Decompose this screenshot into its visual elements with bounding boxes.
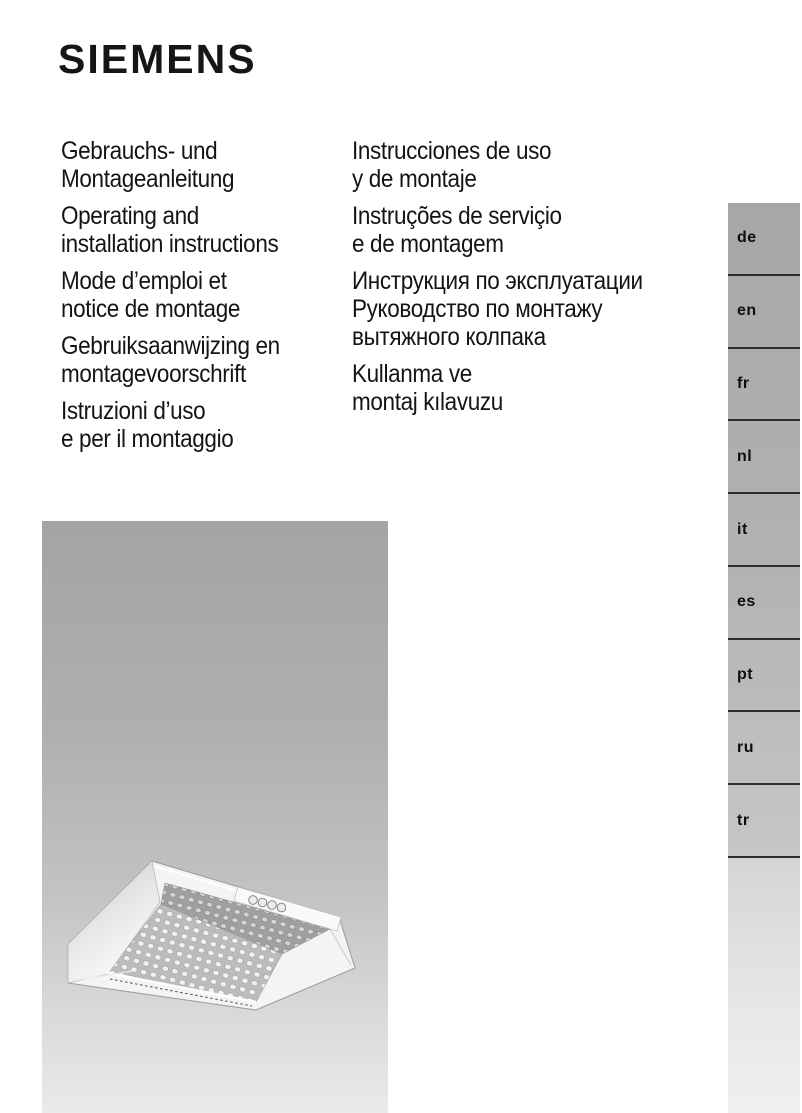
title-block-ru xyxy=(352,267,643,351)
title-line: Mode d’emploi et xyxy=(61,267,227,295)
language-tab-nl[interactable] xyxy=(728,421,800,494)
language-tab-pt[interactable] xyxy=(728,640,800,713)
language-tabs xyxy=(728,203,800,858)
tab-label: en xyxy=(737,302,757,320)
language-tab-it[interactable] xyxy=(728,494,800,567)
language-tab-fr[interactable] xyxy=(728,349,800,422)
title-block-de xyxy=(61,137,280,193)
title-block-es xyxy=(352,137,643,193)
title-line: montaj kılavuzu xyxy=(352,388,503,416)
title-line: Руководство по монтажу xyxy=(352,295,603,323)
title-block-pt xyxy=(352,202,643,258)
language-tab-de[interactable] xyxy=(728,203,800,276)
tab-label: ru xyxy=(737,738,754,756)
title-block-it xyxy=(61,397,280,453)
title-line: notice de montage xyxy=(61,295,241,323)
title-line: installation instructions xyxy=(61,230,279,258)
language-tab-tr[interactable] xyxy=(728,785,800,858)
title-block-en xyxy=(61,202,280,258)
product-photo xyxy=(42,521,388,1113)
tab-label: it xyxy=(737,520,748,538)
language-tab-en[interactable] xyxy=(728,276,800,349)
title-column-right xyxy=(352,137,643,425)
title-line: montagevoorschrift xyxy=(61,360,246,388)
title-line: Kullanma ve xyxy=(352,360,472,388)
title-line: Instrucciones de uso xyxy=(352,137,552,165)
title-column-left xyxy=(61,137,280,462)
tab-label: fr xyxy=(737,374,750,392)
title-line: Operating and xyxy=(61,202,199,230)
tab-label: tr xyxy=(737,811,750,829)
tab-label: pt xyxy=(737,666,754,684)
title-line: Gebrauchs- und xyxy=(61,137,218,165)
cooker-hood-illustration xyxy=(42,521,388,1113)
language-tab-strip xyxy=(728,203,800,1113)
siemens-logo: SIEMENS xyxy=(58,36,257,82)
title-line: Gebruiksaanwijzing en xyxy=(61,332,280,360)
title-line: Montageanleitung xyxy=(61,165,235,193)
title-block-fr xyxy=(61,267,280,323)
tab-label: nl xyxy=(737,447,753,465)
title-line: y de montaje xyxy=(352,165,477,193)
title-block-nl xyxy=(61,332,280,388)
title-line: Instruções de serviçio xyxy=(352,202,562,230)
title-line: вытяжного колпака xyxy=(352,323,546,351)
title-line: Инструкция по эксплуатации xyxy=(352,267,643,295)
tab-label: es xyxy=(737,593,756,611)
tab-strip-filler xyxy=(728,858,800,1113)
tab-label: de xyxy=(737,229,757,247)
title-line: e de montagem xyxy=(352,230,504,258)
title-line: Istruzioni d’uso xyxy=(61,397,206,425)
language-tab-es[interactable] xyxy=(728,567,800,640)
title-line: e per il montaggio xyxy=(61,425,234,453)
title-block-tr xyxy=(352,360,643,416)
language-tab-ru[interactable] xyxy=(728,712,800,785)
